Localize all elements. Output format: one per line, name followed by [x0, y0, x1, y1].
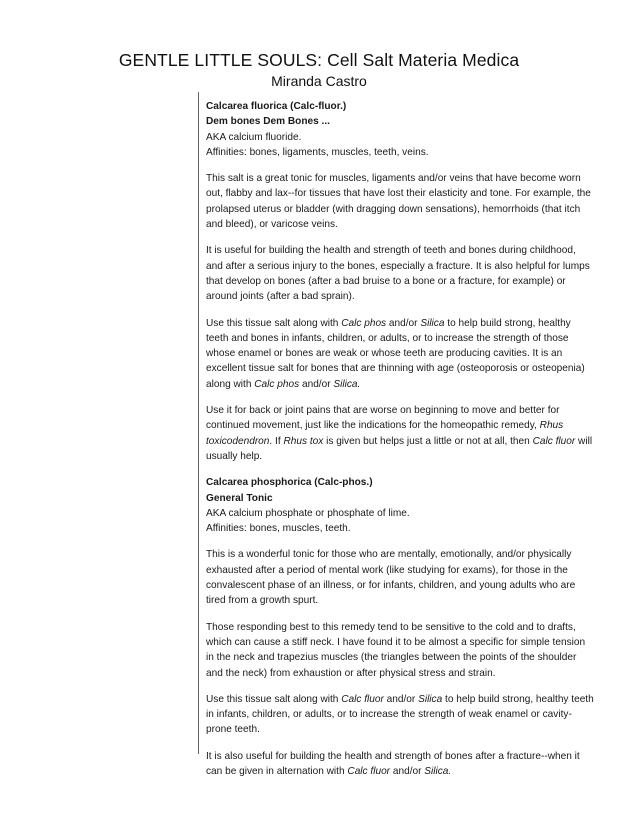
text-run: and/or	[386, 317, 421, 329]
remedy-name: Calc fluor	[341, 693, 384, 705]
calc-phos-paragraph-2: Those responding best to this remedy tend to be sensitive to the cold and to drafts, which can cause a stiff neck. I have found it to be almost a specific for simple tension in the neck and trapezius muscles (the triangles between the points of the shoulder and the neck) from exhaustion or after physical stress and strain.	[206, 621, 586, 679]
text-run: and/or	[383, 693, 419, 705]
text-run: It is also useful for building the health and strength of bones after a fracture--when it can be given in alternation with	[206, 750, 580, 777]
text-run: Use this tissue salt along with	[206, 317, 342, 329]
remedy-name: Silica	[420, 317, 445, 329]
text-run: . If	[269, 435, 284, 447]
margin-rule	[198, 92, 199, 754]
calc-fluor-paragraph-4	[206, 403, 594, 464]
text-run: to help build strong, healthy teeth and bones in infants, children, or adults, or to increase the strength of those whose enamel or bones are weak or whose teeth are producing cavities. It is an excellent tissue salt for bones that are thinning with age (osteoporosis or osteopenia) along with	[206, 317, 585, 390]
remedy-name: Rhus toxicodendron	[206, 420, 564, 447]
calc-fluor-intro	[206, 99, 594, 160]
text-run: Use it for back or joint pains that are worse on beginning to move and better for continued movement, just like the indications for the homeopathic remedy,	[206, 405, 560, 432]
calc-phos-affinities: Affinities: bones, muscles, teeth.	[206, 523, 351, 535]
text-run: to help build strong, healthy teeth in infants, children, or adults, or to increase the strength of weak enamel or cavity-prone teeth.	[206, 693, 594, 736]
calc-fluor-subheading: Dem bones Dem Bones ...	[206, 116, 330, 128]
remedy-name: Silica	[418, 693, 443, 705]
calc-fluor-paragraph-3	[206, 316, 594, 392]
calc-phos-subheading: General Tonic	[206, 492, 273, 504]
calc-phos-aka: AKA calcium phosphate or phosphate of lime.	[206, 507, 410, 519]
remedy-name: Calc fluor	[532, 435, 576, 447]
remedy-name: Calc phos	[254, 378, 300, 390]
text-run: Use this tissue salt along with	[206, 693, 342, 705]
calc-fluor-aka: AKA calcium fluoride.	[206, 131, 302, 143]
calc-fluor-paragraph-1: This salt is a great tonic for muscles, ligaments and/or veins that have become worn out, flabby and lax--for tissues that have lost their elasticity and tone. For example, the prolapsed uterus or bladder (with dragging down sensations), hemorrhoids (that itch and bleed), or varicose veins.	[206, 173, 591, 231]
calc-phos-intro	[206, 475, 594, 536]
text-run: is given but helps just a little or not at all, then	[323, 435, 533, 447]
remedy-name: Calc phos	[341, 317, 387, 329]
author-name: Miranda Castro	[271, 73, 367, 89]
remedy-name: Silica.	[424, 765, 452, 777]
calc-fluor-affinities: Affinities: bones, ligaments, muscles, teeth, veins.	[206, 146, 429, 158]
page-title: GENTLE LITTLE SOULS: Cell Salt Materia Medica	[118, 50, 520, 70]
calc-phos-heading: Calcarea phosphorica (Calc-phos.)	[206, 477, 373, 489]
remedy-name: Calc fluor	[347, 765, 391, 777]
calc-fluor-heading: Calcarea fluorica (Calc-fluor.)	[206, 101, 347, 112]
calc-phos-paragraph-4	[206, 749, 594, 780]
calc-phos-paragraph-1: This is a wonderful tonic for those who are mentally, emotionally, and/or physically exhausted after a period of mental work (like studying for exams), for those in the convalescent phase of an illness, or for infants, children, and young adults who are tired from a growth spurt.	[206, 549, 576, 607]
text-run: will usually help.	[206, 435, 593, 462]
text-run: and/or	[299, 378, 334, 390]
calc-phos-paragraph-3	[206, 692, 594, 738]
remedy-name: Rhus tox	[283, 435, 324, 447]
text-run: and/or	[390, 765, 425, 777]
calc-fluor-paragraph-2: It is useful for building the health and strength of teeth and bones during childhood, and after a serious injury to the bones, especially a fracture. It is also helpful for lumps that develop on bones (after a bad bruise to a bone or a fracture, for example) or around joints (after a bad sprain).	[206, 245, 590, 303]
article-body	[206, 99, 594, 790]
remedy-name: Silica.	[333, 378, 361, 390]
